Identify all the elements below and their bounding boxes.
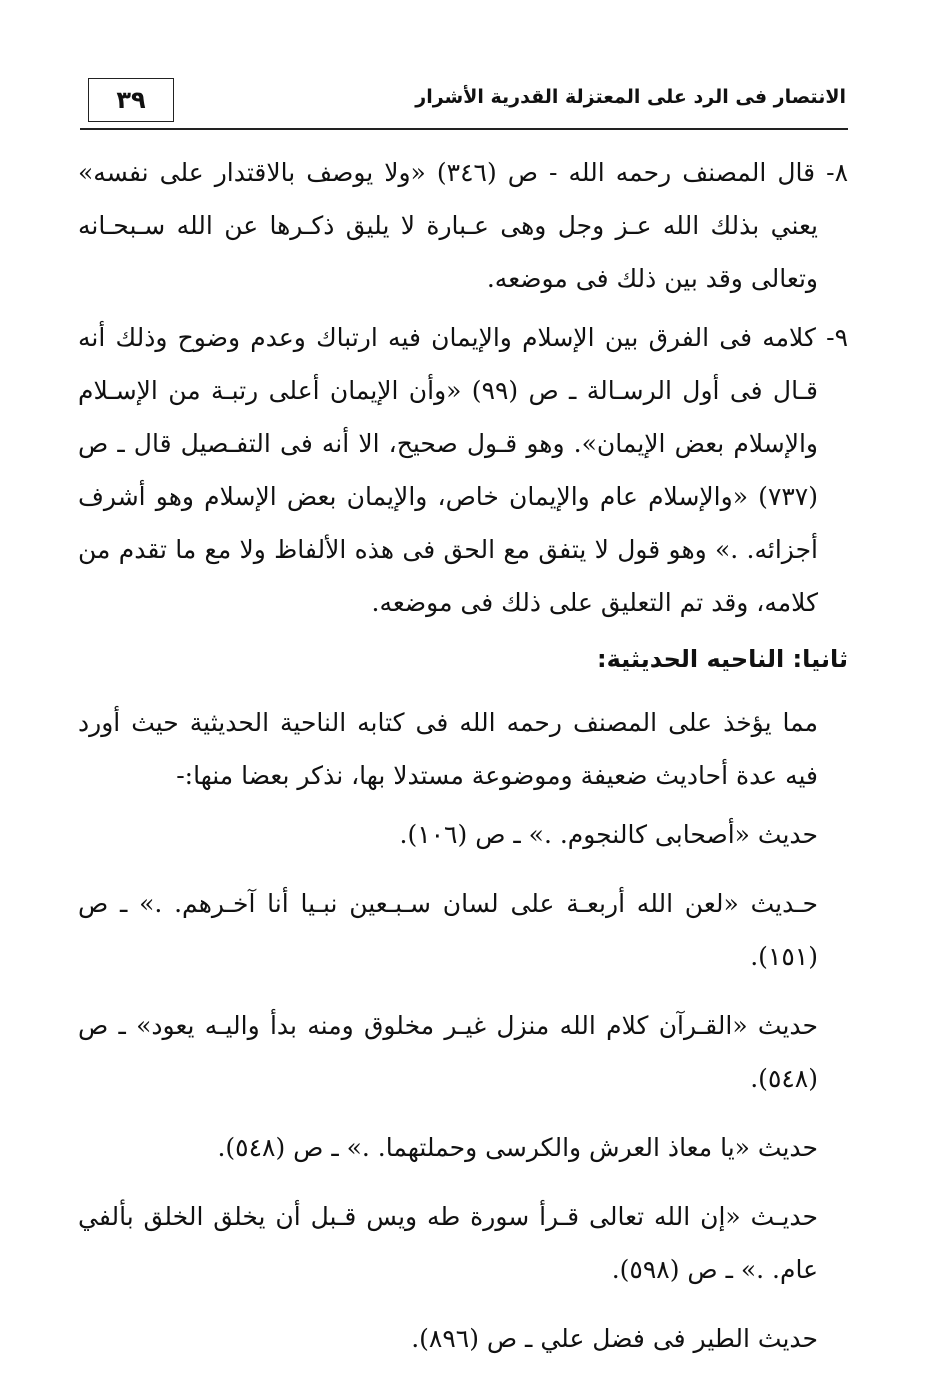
hadith-item: حـديث «لعن الله أربعـة على لسان سـبـعين نبـيا أنا آخـرهم. .» ـ ص (١٥١). <box>78 889 818 971</box>
paragraph-item-8: ٨- قال المصنف رحمه الله - ص (٣٤٦) «ولا يوصف بالاقتدار على نفسه» يعني بذلك الله عـز وجل وهى عـبارة لا يليق ذكـرها عن الله سـبحـانه وتعالى وقد بين ذلك فى موضعه. <box>78 158 848 293</box>
paragraph-item-9: ٩- كلامه فى الفرق بين الإسلام والإيمان فيه ارتباك وعدم وضوح وذلك أنه قـال فى أول الرسـالة ـ ص (٩٩) «وأن الإيمان أعلى رتبـة من الإسـلام والإسلام بعض الإيمان». وهو قـول صحيح، الا أنه فى التفـصيل قال ـ ص (٧٣٧) «والإسلام عام والإيمان خاص، والإيمان بعض الإسلام وهو أشرف أجزائه. .» وهو قول لا يتفق مع الحق فى هذه الألفاظ ولا مع ما تقدم من كلامه، وقد تم التعليق على ذلك فى موضعه. <box>78 323 848 617</box>
page-number: ٣٩ <box>116 86 146 114</box>
header-rule <box>80 128 848 130</box>
paragraph-intro: مما يؤخذ على المصنف رحمه الله فى كتابه الناحية الحديثية حيث أورد فيه عدة أحاديث ضعيفة وموضوعة مستدلا بها، نذكر بعضا منها:- <box>78 708 818 790</box>
hadith-item: حديث «أصحابى كالنجوم. .» ـ ص (١٠٦). <box>399 820 818 849</box>
hadith-item: حديث الطير فى فضل علي ـ ص (٨٩٦). <box>411 1324 818 1353</box>
section-heading: ثانيا: الناحيه الحديثية: <box>596 645 848 673</box>
page-header <box>80 72 848 130</box>
hadith-item: حديث «يا معاذ العرش والكرسى وحملتهما. .» ـ ص (٥٤٨). <box>217 1133 818 1162</box>
page-body <box>78 146 848 1365</box>
hadith-item: حديـث «إن الله تعالى قـرأ سورة طه ويس قـبل أن يخلق الخلق بألفي عام. .» ـ ص (٥٩٨). <box>78 1202 818 1284</box>
running-title: الانتصار فى الرد على المعتزلة القدرية الأشرار <box>415 86 846 108</box>
hadith-item: حديث «القـرآن كلام الله منزل غيـر مخلوق ومنه بدأ واليـه يعود» ـ ص (٥٤٨). <box>78 1011 818 1093</box>
page-number-box <box>88 78 174 122</box>
